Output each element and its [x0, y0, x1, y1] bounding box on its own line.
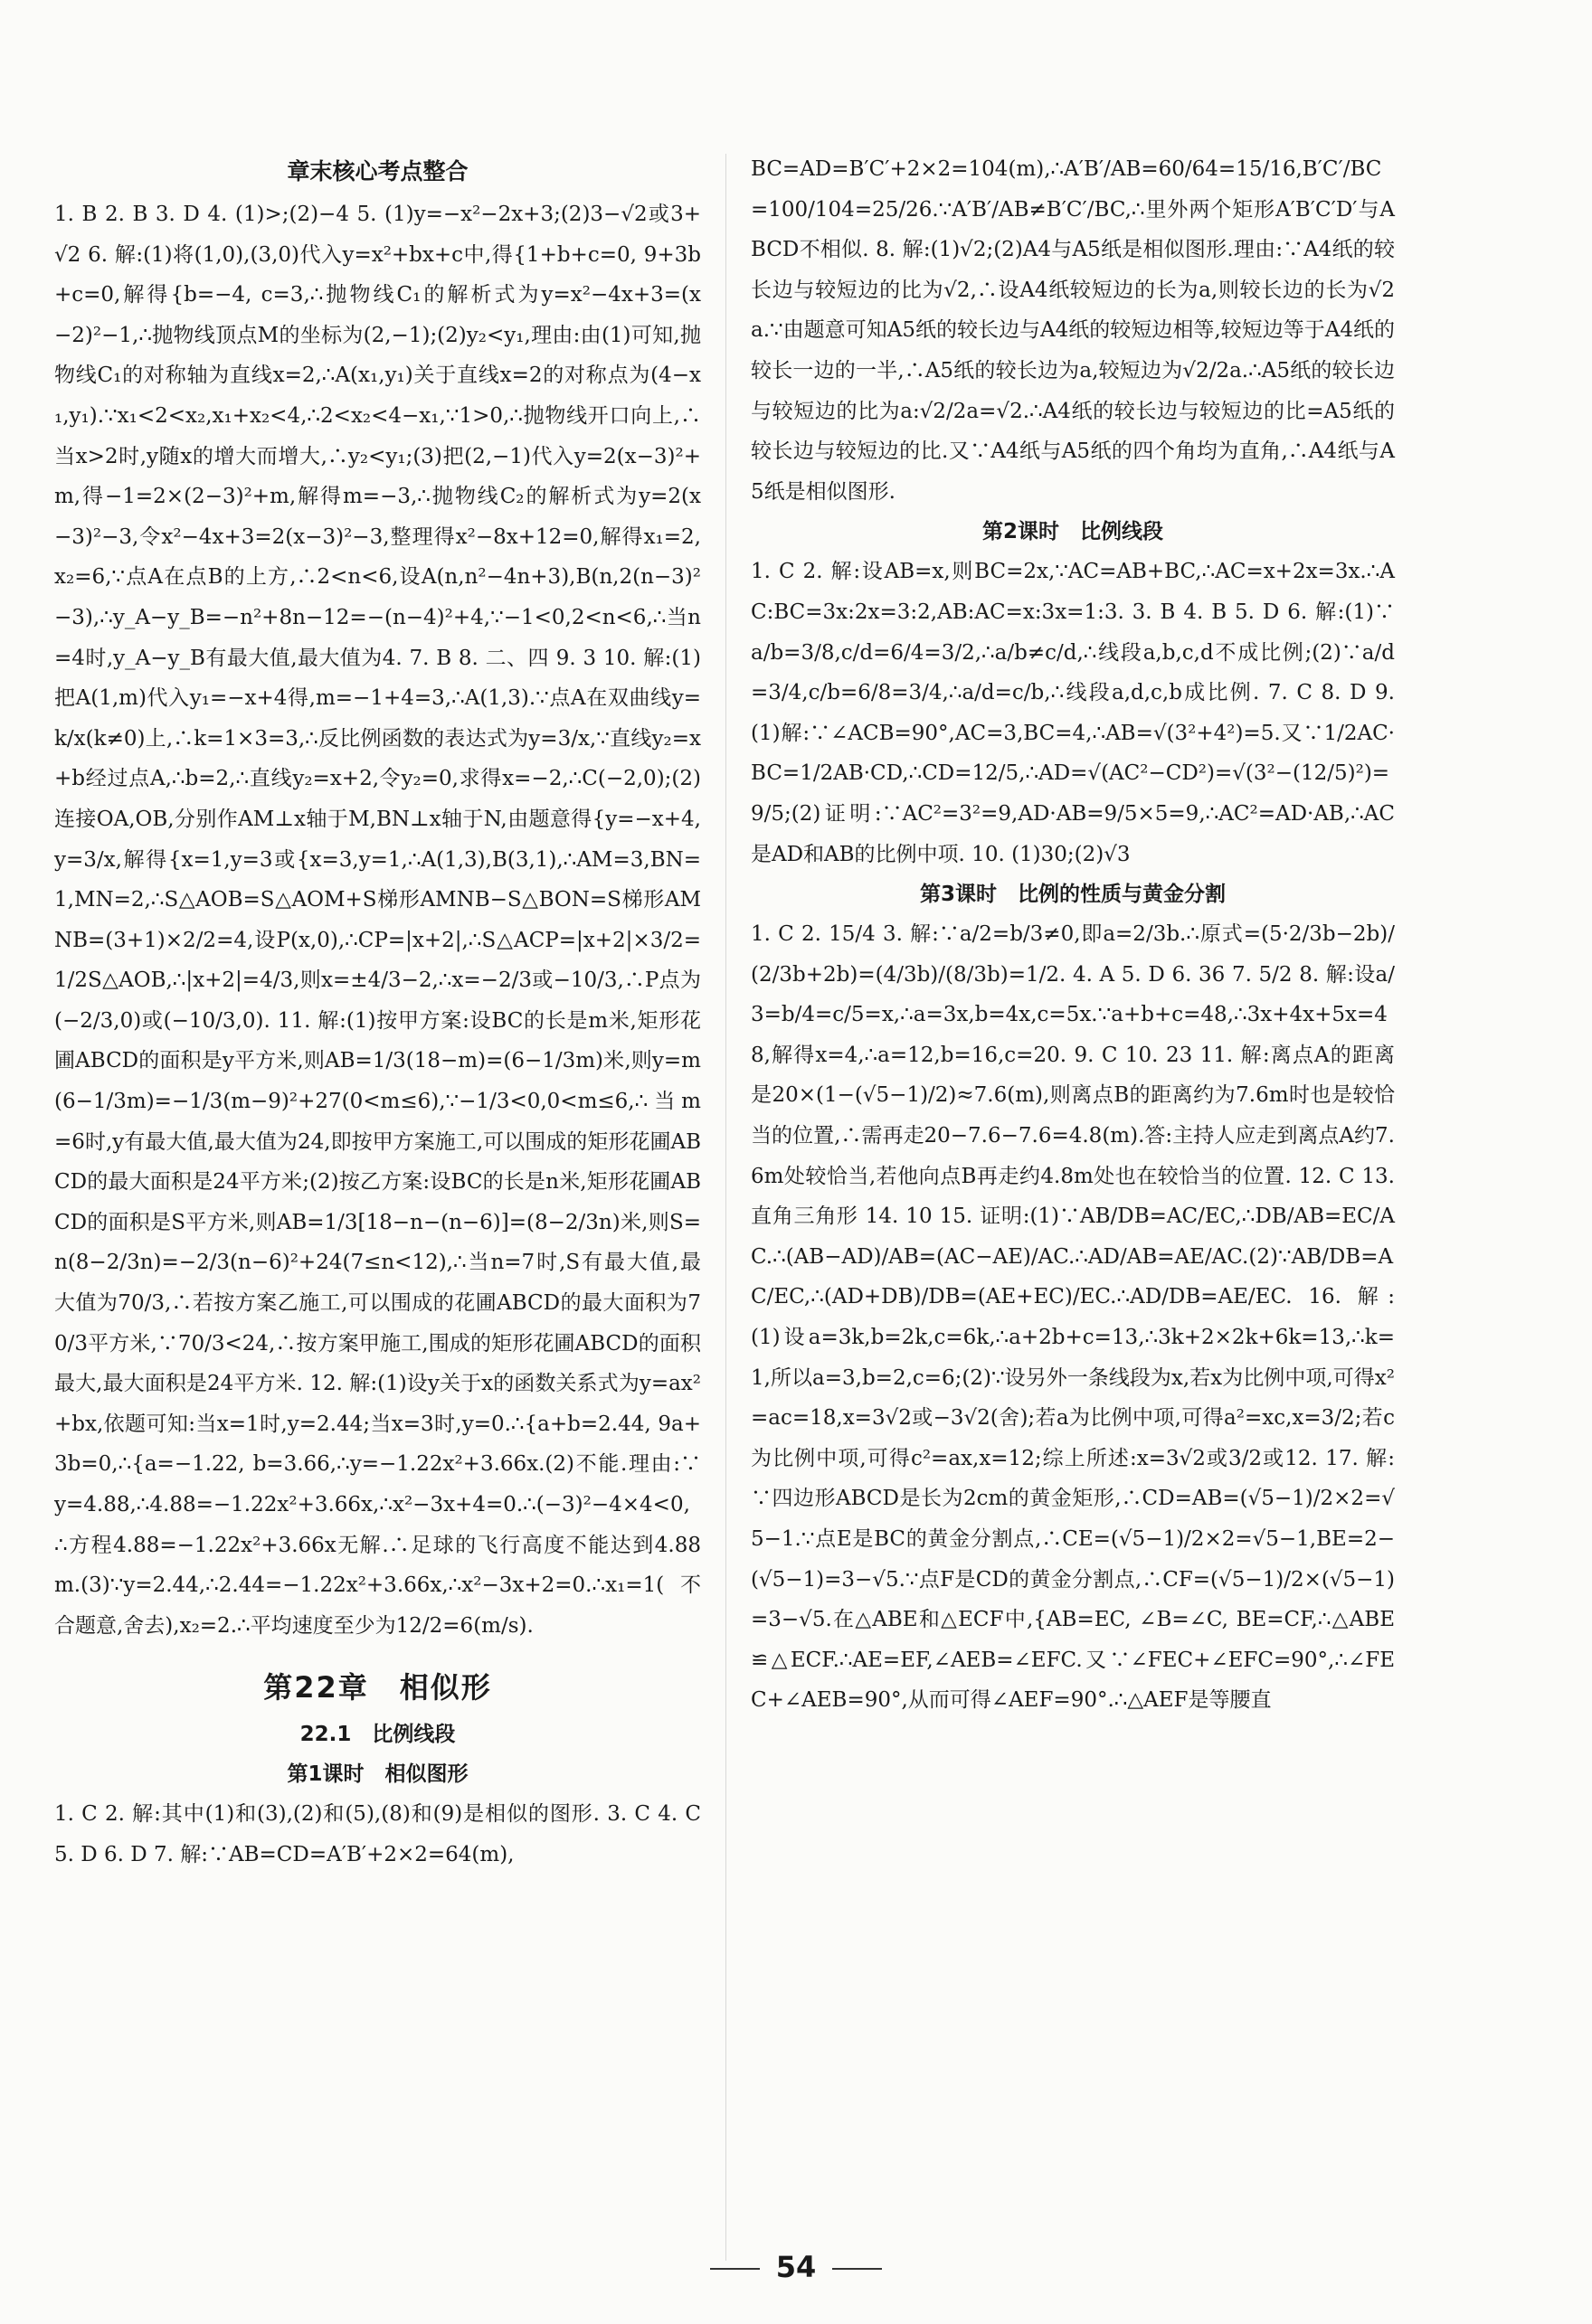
answer-block: 1. C 2. 解:设AB=x,则BC=2x,∵AC=AB+BC,∴AC=x+2x=3x.∴AC:BC=3x:2x=3:2,AB:AC=x:3x=1:3. 3. B 4. B 5. D 6. 解:(1)∵a/b=3/8,c/d=6/4=3/2,∴a/b≠c/d,∴线段a,b,c,d不成比例;(2)∵a/d=3/4,c/b=6/8=3/4,∴a/d=c/b,∴线段a,d,c,b成比例. 7. C 8. D 9. (1)解:∵∠ACB=90°,AC=3,BC=4,∴AB=√(3²+4²)=5.又∵1/2AC·BC=1/2AB·CD,∴CD=12/5,∴AD=√(AC²−CD²)=√(3²−(12/5)²)=9/5;(2)证明:∵AC²=3²=9,AD·AB=9/5×5=9,∴AC²=AD·AB,∴AC是AD和AB的比例中项. 10. (1)30;(2)√3	[751, 560, 1395, 866]
section-title: 章末核心考点整合	[287, 158, 469, 184]
lesson-title: 第1课时 相似图形	[287, 1762, 469, 1787]
left-column	[54, 149, 701, 1875]
footer-dash-right	[832, 2268, 882, 2270]
chapter-title: 第22章 相似形	[263, 1670, 492, 1705]
answer-block: 1. C 2. 15/4 3. 解:∵a/2=b/3≠0,即a=2/3b.∴原式=(5·2/3b−2b)/(2/3b+2b)=(4/3b)/(8/3b)=1/2. 4. A 5. D 6. 36 7. 5/2 8. 解:设a/3=b/4=c/5=x,∴a=3x,b=4x,c=5x.∵a+b+c=48,∴3x+4x+5x=48,解得x=4,∴a=12,b=16,c=20. 9. C 10. 23 11. 解:离点A的距离是20×(1−(√5−1)/2)≈7.6(m),则离点B的距离约为7.6m时也是较恰当的位置,∴需再走20−7.6−7.6=4.8(m).答:主持人应走到离点A约7.6m处较恰当,若他向点B再走约4.8m处也在较恰当的位置. 12. C 13. 直角三角形 14. 10 15. 证明:(1)∵AB/DB=AC/EC,∴DB/AB=EC/AC.∴(AB−AD)/AB=(AC−AE)/AC.∴AD/AB=AE/AC.(2)∵AB/DB=AC/EC,∴(AD+DB)/DB=(AE+EC)/EC.∴AD/DB=AE/EC. 16. 解:(1)设a=3k,b=2k,c=6k,∴a+2b+c=13,∴3k+2×2k+6k=13,∴k=1,所以a=3,b=2,c=6;(2)∵设另外一条线段为x,若x为比例中项,可得x²=ac=18,x=3√2或−3√2(舍);若a为比例中项,可得a²=xc,x=3/2;若c为比例中项,可得c²=ax,x=12;综上所述:x=3√2或3/2或12. 17. 解:∵四边形ABCD是长为2cm的黄金矩形,∴CD=AB=(√5−1)/2×2=√5−1.∵点E是BC的黄金分割点,∴CE=(√5−1)/2×2=√5−1,BE=2−(√5−1)=3−√5.∵点F是CD的黄金分割点,∴CF=(√5−1)/2×(√5−1)=3−√5.在△ABE和△ECF中,{AB=EC, ∠B=∠C, BE=CF,∴△ABE≌△ECF.∴AE=EF,∠AEB=∠EFC.又∵∠FEC+∠EFC=90°,∴∠FEC+∠AEB=90°,从而可得∠AEF=90°.∴△AEF是等腰直	[751, 922, 1395, 1713]
footer-dash-left	[710, 2268, 760, 2270]
lesson-title: 第3课时 比例的性质与黄金分割	[919, 883, 1226, 907]
page-number: 54	[775, 2250, 817, 2284]
answer-block: BC=AD=B′C′+2×2=104(m),∴A′B′/AB=60/64=15/16,B′C′/BC=100/104=25/26.∵A′B′/AB≠B′C′/BC,∴里外两个矩形A′B′C′D′与ABCD不相似. 8. 解:(1)√2;(2)A4与A5纸是相似图形.理由:∵A4纸的较长边与较短边的比为√2,∴设A4纸较短边的长为a,则较长边的长为√2a.∵由题意可知A5纸的较长边与A4纸的较短边相等,较短边等于A4纸的较长一边的一半,∴A5纸的较长边为a,较短边为√2/2a.∴A5纸的较长边与较短边的比为a:√2/2a=√2.∴A4纸的较长边与较短边的比=A5纸的较长边与较短边的比.又∵A4纸与A5纸的四个角均为直角,∴A4纸与A5纸是相似图形.	[751, 157, 1395, 504]
page-footer	[0, 2250, 1592, 2284]
subsection-title: 22.1 比例线段	[299, 1723, 456, 1747]
column-divider	[725, 154, 726, 2261]
answer-block: 1. C 2. 解:其中(1)和(3),(2)和(5),(8)和(9)是相似的图形. 3. C 4. C 5. D 6. D 7. 解:∵AB=CD=A′B′+2×2=64(m),	[54, 1802, 701, 1866]
answer-block: 1. B 2. B 3. D 4. (1)>;(2)−4 5. (1)y=−x²−2x+3;(2)3−√2或3+√2 6. 解:(1)将(1,0),(3,0)代入y=x²+bx+c中,得{1+b+c=0, 9+3b+c=0,解得{b=−4, c=3,∴抛物线C₁的解析式为y=x²−4x+3=(x−2)²−1,∴抛物线顶点M的坐标为(2,−1);(2)y₂<y₁,理由:由(1)可知,抛物线C₁的对称轴为直线x=2,∴A(x₁,y₁)关于直线x=2的对称点为(4−x₁,y₁).∵x₁<2<x₂,x₁+x₂<4,∴2<x₂<4−x₁,∵1>0,∴抛物线开口向上,∴当x>2时,y随x的增大而增大,∴y₂<y₁;(3)把(2,−1)代入y=2(x−3)²+m,得−1=2×(2−3)²+m,解得m=−3,∴抛物线C₂的解析式为y=2(x−3)²−3,令x²−4x+3=2(x−3)²−3,整理得x²−8x+12=0,解得x₁=2,x₂=6,∵点A在点B的上方,∴2<n<6,设A(n,n²−4n+3),B(n,2(n−3)²−3),∴y_A−y_B=−n²+8n−12=−(n−4)²+4,∵−1<0,2<n<6,∴当n=4时,y_A−y_B有最大值,最大值为4. 7. B 8. 二、四 9. 3 10. 解:(1)把A(1,m)代入y₁=−x+4得,m=−1+4=3,∴A(1,3).∵点A在双曲线y=k/x(k≠0)上,∴k=1×3=3,∴反比例函数的表达式为y=3/x,∵直线y₂=x+b经过点A,∴b=2,∴直线y₂=x+2,令y₂=0,求得x=−2,∴C(−2,0);(2)连接OA,OB,分别作AM⊥x轴于M,BN⊥x轴于N,由题意得{y=−x+4, y=3/x,解得{x=1,y=3或{x=3,y=1,∴A(1,3),B(3,1),∴AM=3,BN=1,MN=2,∴S△AOB=S△AOM+S梯形AMNB−S△BON=S梯形AMNB=(3+1)×2/2=4,设P(x,0),∴CP=|x+2|,∴S△ACP=|x+2|×3/2=1/2S△AOB,∴|x+2|=4/3,则x=±4/3−2,∴x=−2/3或−10/3,∴P点为(−2/3,0)或(−10/3,0). 11. 解:(1)按甲方案:设BC的长是m米,矩形花圃ABCD的面积是y平方米,则AB=1/3(18−m)=(6−1/3m)米,则y=m(6−1/3m)=−1/3(m−9)²+27(0<m≤6),∵−1/3<0,0<m≤6,∴当m=6时,y有最大值,最大值为24,即按甲方案施工,可以围成的矩形花圃ABCD的最大面积是24平方米;(2)按乙方案:设BC的长是n米,矩形花圃ABCD的面积是S平方米,则AB=1/3[18−n−(n−6)]=(8−2/3n)米,则S=n(8−2/3n)=−2/3(n−6)²+24(7≤n<12),∴当n=7时,S有最大值,最大值为70/3,∴若按方案乙施工,可以围成的花圃ABCD的最大面积为70/3平方米,∵70/3<24,∴按方案甲施工,围成的矩形花圃ABCD的面积最大,最大面积是24平方米. 12. 解:(1)设y关于x的函数关系式为y=ax²+bx,依题可知:当x=1时,y=2.44;当x=3时,y=0.∴{a+b=2.44, 9a+3b=0,∴{a=−1.22, b=3.66,∴y=−1.22x²+3.66x.(2)不能.理由:∵y=4.88,∴4.88=−1.22x²+3.66x,∴x²−3x+4=0.∴(−3)²−4×4<0,∴方程4.88=−1.22x²+3.66x无解.∴足球的飞行高度不能达到4.88m.(3)∵y=2.44,∴2.44=−1.22x²+3.66x,∴x²−3x+2=0.∴x₁=1(不合题意,舍去),x₂=2.∴平均速度至少为12/2=6(m/s).	[54, 203, 701, 1638]
lesson-title: 第2课时 比例线段	[981, 520, 1163, 544]
right-column	[751, 149, 1395, 1721]
